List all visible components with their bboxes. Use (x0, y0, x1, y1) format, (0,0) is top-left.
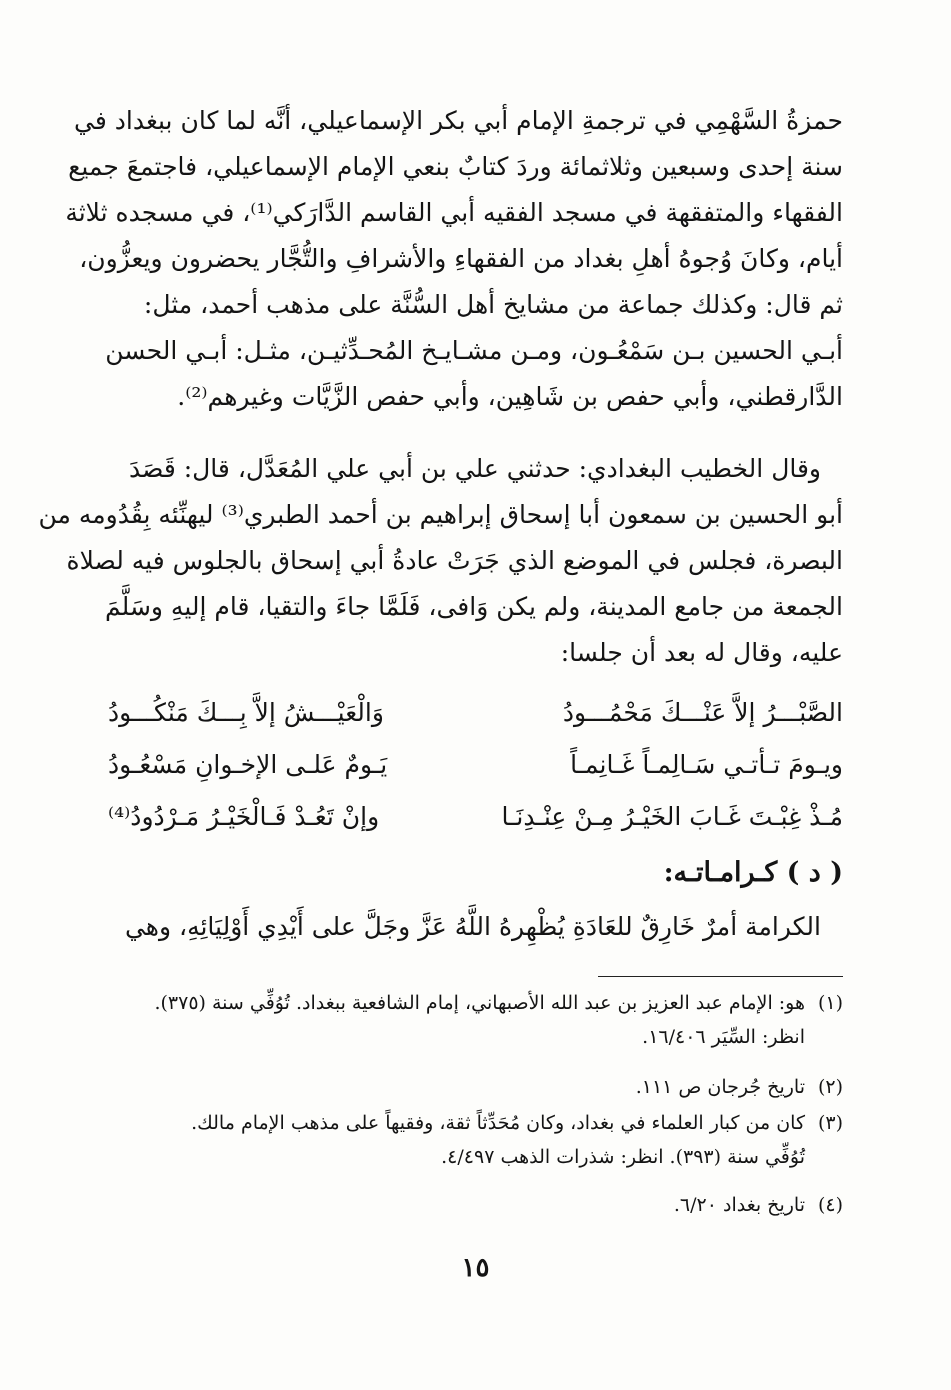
text-line: حمزةُ السَّهْمِي في ترجمةِ الإمام أبي بكر الإسماعيلي، أنَّه لما كان ببغداد في (74, 106, 843, 135)
section-heading: ( د ) كـرامـاتـه: (663, 857, 843, 888)
page-number: ١٥ (461, 1253, 490, 1283)
footnote (108, 1106, 843, 1174)
poem-verse (108, 742, 843, 794)
poem (108, 690, 843, 846)
verse-first-hemistich: ويـومَ تـأتـي سَـالِمـاً غَـانِمـاً (570, 750, 843, 779)
poem-verse (108, 690, 843, 742)
poem-verse (108, 794, 843, 846)
footnote-text: هو: الإمام عبد العزيز بن عبد الله الأصبهاني، إمام الشافعية ببغداد. تُوُفِّي سنة (٣٧٥). (154, 992, 805, 1014)
paragraph-2 (38, 446, 843, 676)
footnote-line: تُوُفِّي سنة (٣٩٣). انظر: شذرات الذهب ٤/٤٩٧. (441, 1146, 805, 1168)
verse-first-hemistich: مُـذْ غِبْـتَ غَـابَ الخَيْـرُ مِـنْ عِنْـدِنَـا (501, 802, 843, 831)
text-line: سنة إحدى وسبعين وثلاثمائة وردَ كتابٌ بنعي الإمام الإسماعيلي، فاجتمعَ جميع (68, 152, 843, 181)
verse-first-hemistich: الصَّبْـــرُ إلاَّ عَنْـــكَ مَحْمُـــودُ (562, 698, 843, 727)
text-line: الكرامة أمرٌ خَارِقٌ للعَادَةِ يُظْهِرهُ اللَّهُ عَزَّ وجَلَّ على أَيْدِي أَوْلِيَائِهِ، وهي (124, 912, 821, 941)
footnote-line (108, 1070, 843, 1104)
footnote-line (108, 986, 843, 1020)
footnote-number: (٢) (817, 1076, 843, 1098)
footnote-number: (١) (817, 992, 843, 1014)
text-line: الدَّارقطني، وأبي حفص بن شَاهِين، وأبي حفص الزَّيَّات وغيرهم⁽²⁾. (177, 382, 843, 411)
verse-second-hemistich: وَالْعَيْـــشُ إلاَّ بِـــكَ مَنْكُـــودُ (108, 698, 384, 727)
footnote-text: كان من كبار العلماء في بغداد، وكان مُحَدِّثاً ثقة، وفقيهاً على مذهب الإمام مالك. (191, 1112, 805, 1134)
footnote-line: انظر: السِّيَر ١٦/٤٠٦. (642, 1026, 805, 1048)
text-line: أبو الحسين بن سمعون أبا إسحاق إبراهيم بن أحمد الطبري⁽³⁾ ليهنِّئه بِقُدُومه من (38, 500, 843, 529)
text-line: عليه، وقال له بعد أن جلسا: (560, 638, 843, 667)
footnote-separator (598, 976, 843, 977)
text-line: وقال الخطيب البغدادي: حدثني علي بن أبي علي المُعَدَّل، قال: قَصَدَ (129, 454, 821, 483)
footnote (108, 1188, 843, 1222)
footnote-text: تاريخ جُرجان ص ١١١. (635, 1076, 805, 1098)
text-line: ثم قال: وكذلك جماعة من مشايخ أهل السُّنَّة على مذهب أحمد، مثل: (143, 290, 843, 319)
text-line: أبـي الحسين بـن سَمْعُـون، ومـن مشـايـخ المُحـدِّثيـن، مثـل: أبـي الحسن (105, 336, 843, 365)
footnote-line (108, 1106, 843, 1140)
footnote-number: (٣) (817, 1112, 843, 1134)
paragraph-3 (108, 904, 843, 950)
verse-second-hemistich: يَـومٌ عَلـى الإخـوانِ مَسْعُـودُ (108, 750, 388, 779)
footnote-text: تاريخ بغداد ٦/٢٠. (673, 1194, 805, 1216)
footnote-number: (٤) (817, 1194, 843, 1216)
footnote-line (108, 1188, 843, 1222)
paragraph-1 (65, 98, 843, 420)
footnote (108, 1070, 843, 1104)
footnote (108, 986, 843, 1054)
text-line: الجمعة من جامع المدينة، ولم يكن وَافى، فَلَمَّا جاءَ والتقيا، قام إليهِ وسَلَّمَ (105, 592, 843, 621)
text-line: الفقهاء والمتفقهة في مسجد الفقيه أبي القاسم الدَّارَكي⁽¹⁾، في مسجده ثلاثة (65, 198, 843, 227)
verse-second-hemistich: وإنْ تَعُـدْ فَـالْخَيْـرُ مَـرْدُودُ⁽⁴⁾ (108, 802, 380, 831)
text-line: أيام، وكانَ وُجوهُ أهلِ بغداد من الفقهاءِ والأشرافِ والتُّجَّار يحضرون ويعزُّون، (79, 244, 843, 273)
text-line: البصرة، فجلس في الموضع الذي جَرَتْ عادةُ أبي إسحاق بالجلوس فيه لصلاة (66, 546, 843, 575)
